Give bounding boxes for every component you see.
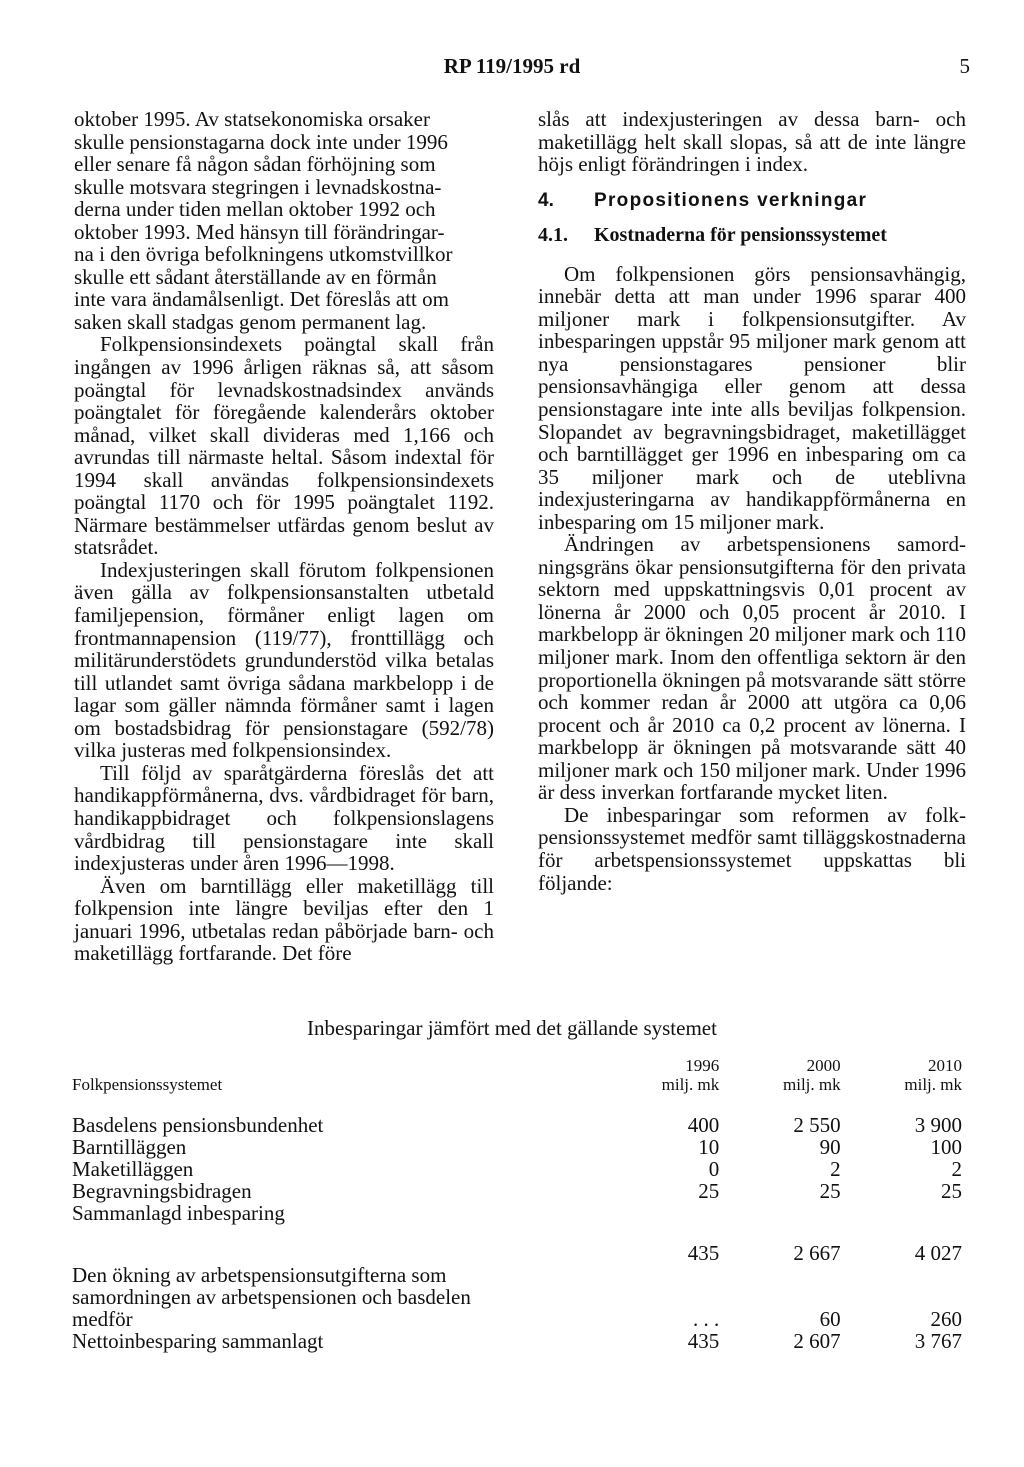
table-row bbox=[72, 1202, 962, 1224]
section-number: 4. bbox=[538, 189, 554, 211]
value-1996: 435 bbox=[687, 1329, 720, 1353]
value-2000 bbox=[719, 1286, 840, 1308]
row-label: Maketilläggen bbox=[72, 1157, 194, 1181]
column-header-1996 bbox=[598, 1056, 719, 1094]
section-title: Propositionens verkningar bbox=[594, 189, 868, 211]
page-header bbox=[0, 54, 1024, 90]
paragraph-index-points: Folkpensionsindexets poängtal skall från ingången av 1996 årligen räknas så, att såsom poängtal för levnadskostnadsindex används poängtalet för föregående kalenderårs oktober månad, vilket skall divideras med 1,166 och avrundas till närmaste heltal. Såsom indextal för 1994 skall användas folkpensionsindexets poängtal 1170 och för 1995 poängtalet 1192. Närmare bestämmelser utfärdas genom beslut av statsrådet. bbox=[74, 332, 494, 560]
value-2010 bbox=[841, 1264, 962, 1286]
right-column bbox=[538, 108, 966, 894]
savings-table bbox=[72, 1056, 962, 1352]
column-unit: milj. mk bbox=[661, 1075, 720, 1094]
value-2000: 60 bbox=[819, 1307, 841, 1331]
table-row bbox=[72, 1286, 962, 1308]
value-1996: 435 bbox=[687, 1241, 720, 1265]
text-line: inte vara ändamålsenligt. Det föreslås att om bbox=[74, 287, 449, 312]
left-column bbox=[74, 108, 494, 965]
column-unit: milj. mk bbox=[904, 1075, 962, 1094]
value-2000: 90 bbox=[819, 1135, 841, 1159]
value-2010: 4 027 bbox=[914, 1241, 962, 1265]
value-1996 bbox=[598, 1202, 719, 1224]
paragraph-continued bbox=[74, 108, 494, 333]
row-label bbox=[72, 1224, 598, 1264]
value-2000: 2 607 bbox=[793, 1329, 841, 1353]
value-2010: 25 bbox=[941, 1179, 962, 1203]
value-1996: 10 bbox=[698, 1135, 720, 1159]
value-2010: 2 bbox=[951, 1157, 962, 1181]
column-year: 2010 bbox=[928, 1056, 962, 1075]
row-label: Basdelens pensionsbundenhet bbox=[72, 1113, 324, 1137]
row-label: Nettoinbesparing sammanlagt bbox=[72, 1329, 324, 1353]
text-line: oktober 1995. Av statsekonomiska orsaker bbox=[74, 107, 430, 131]
table-caption: Inbesparingar jämfört med det gällande systemet bbox=[307, 1016, 717, 1040]
value-2000 bbox=[719, 1264, 840, 1286]
value-2010: 260 bbox=[930, 1307, 962, 1331]
section-heading bbox=[538, 190, 966, 213]
subsection-title: Kostnaderna för pensionssystemet bbox=[594, 224, 887, 247]
paragraph-table-intro: De inbesparingar som reformen av folkpensionssystemet medför samt tilläggskostnaderna för arbetspensionssystemet uppskattas bli följande: bbox=[538, 802, 966, 895]
table-row bbox=[72, 1136, 962, 1158]
row-label: samordningen av arbetspensionen och basdelen bbox=[72, 1285, 471, 1309]
column-unit: milj. mk bbox=[783, 1075, 841, 1094]
row-label: Begravningsbidragen bbox=[72, 1179, 252, 1203]
paragraph-arbetspension: Ändringen av arbetspensionens samordningsgräns ökar pensionsutgifterna för den privata sektorn med uppskattningsvis 0,01 procent av lönerna år 2000 och 0,05 procent år 2010. I markbelopp är ökningen 20 miljoner mark och 110 miljoner mark. Inom den offentliga sektorn är den proportionella ökningen på motsvarande sätt större och kommer redan år 2000 att utgöra ca 0,06 procent och år 2010 ca 0,2 procent av lönerna. I markbelopp är ökningen på motsvarande sätt 40 miljoner mark och 150 miljoner mark. Under 1996 är dess inverkan fortfarande mycket liten. bbox=[538, 532, 966, 805]
text-line: derna under tiden mellan oktober 1992 och bbox=[74, 197, 436, 222]
column-year: 2000 bbox=[806, 1056, 841, 1075]
table-header-row bbox=[72, 1056, 962, 1094]
column-header-2000 bbox=[719, 1056, 840, 1094]
value-1996: 0 bbox=[708, 1157, 720, 1181]
text-line: skulle ett sådant återställande av en förmån bbox=[74, 264, 437, 289]
value-2000: 2 bbox=[830, 1157, 841, 1181]
value-2010 bbox=[841, 1202, 962, 1224]
table-row bbox=[72, 1224, 962, 1264]
table-spacer bbox=[72, 1094, 962, 1114]
value-2000 bbox=[719, 1202, 840, 1224]
value-2000: 25 bbox=[819, 1179, 841, 1203]
value-2010: 3 767 bbox=[914, 1329, 962, 1353]
row-label: Den ökning av arbetspensionsutgifterna som bbox=[72, 1263, 447, 1287]
column-year: 1996 bbox=[685, 1056, 720, 1075]
text-line: eller senare få någon sådan förhöjning som bbox=[74, 152, 436, 177]
subsection-number: 4.1. bbox=[538, 224, 568, 247]
value-1996: . . . bbox=[693, 1307, 720, 1331]
table-row bbox=[72, 1180, 962, 1202]
paragraph-continued: slås att indexjusteringen av dessa barn- och maketillägg helt skall slopas, så att de inte längre höjs enligt förändringen i index. bbox=[538, 107, 966, 177]
table-row bbox=[72, 1114, 962, 1136]
value-1996: 400 bbox=[687, 1113, 720, 1137]
text-line: na i den övriga befolkningens utkomstvillkor bbox=[74, 242, 453, 267]
row-label: Sammanlagd inbesparing bbox=[72, 1201, 285, 1225]
table-row bbox=[72, 1308, 962, 1330]
table-header-label: Folkpensionssystemet bbox=[72, 1075, 223, 1094]
value-1996 bbox=[598, 1286, 719, 1308]
table-row bbox=[72, 1330, 962, 1352]
text-line: skulle motsvara stegringen i levnadskostna- bbox=[74, 174, 442, 199]
table-row bbox=[72, 1158, 962, 1180]
page-number: 5 bbox=[959, 54, 970, 78]
text-line: skulle pensionstagarna dock inte under 1996 bbox=[74, 129, 448, 154]
value-1996 bbox=[598, 1264, 719, 1286]
value-2010 bbox=[841, 1286, 962, 1308]
value-2000: 2 550 bbox=[793, 1113, 841, 1137]
paragraph-index-scope: Indexjusteringen skall förutom folkpensionen även gälla av folkpensionsanstalten utbetald familjepension, förmåner enligt lagen om frontmannapension (119/77), fronttillägg och militärunderstödets grundunderstöd vilka betalas till utlandet samt övriga sådana markbelopp i de lagar som gäller nämnda förmåner samt i lagen om bostadsbidrag för pensionstagare (592/78) vilka justeras med folkpensionsindex. bbox=[74, 557, 494, 763]
row-label: medför bbox=[72, 1307, 133, 1331]
document-reference: RP 119/1995 rd bbox=[443, 54, 581, 78]
value-1996: 25 bbox=[698, 1179, 720, 1203]
row-label: Barntilläggen bbox=[72, 1135, 187, 1159]
value-2010: 100 bbox=[930, 1135, 962, 1159]
value-2000: 2 667 bbox=[793, 1241, 841, 1265]
table-row bbox=[72, 1264, 962, 1286]
paragraph-folkpension-savings: Om folkpensionen görs pensionsavhängig, innebär detta att man under 1996 sparar 400 miljoner mark i folkpensionsutgifter. Av inbesparingen uppstår 95 miljoner mark genom att nya pensionstagares pensioner blir pensionsavhängiga eller genom att dessa pensionstagare inte inte alls beviljas folkpension. Slopandet av begravningsbidraget, maketillägget och barntillägget ger 1996 en inbesparing om ca 35 miljoner mark och de uteblivna indexjusteringarna av handikappförmånerna en inbesparing om 15 miljoner mark. bbox=[538, 261, 966, 534]
paragraph-child-supplements: Även om barntillägg eller maketillägg till folkpension inte längre beviljas efter den 1 januari 1996, utbetalas redan påbörjade barn- och maketillägg fortfarande. Det före bbox=[74, 873, 494, 966]
paragraph-handicap-benefits: Till följd av sparåtgärderna föreslås det att handikappförmånerna, dvs. vårdbidraget för barn, handikappbidraget och folkpensionslagens vårdbidrag till pensionstagare inte skall indexjusteras under åren 1996—1998. bbox=[74, 760, 494, 876]
subsection-heading bbox=[538, 224, 966, 247]
text-line: saken skall stadgas genom permanent lag. bbox=[74, 309, 427, 334]
value-2010: 3 900 bbox=[914, 1113, 962, 1137]
text-line: oktober 1993. Med hänsyn till förändringar- bbox=[74, 219, 445, 244]
column-header-2010 bbox=[841, 1056, 962, 1094]
